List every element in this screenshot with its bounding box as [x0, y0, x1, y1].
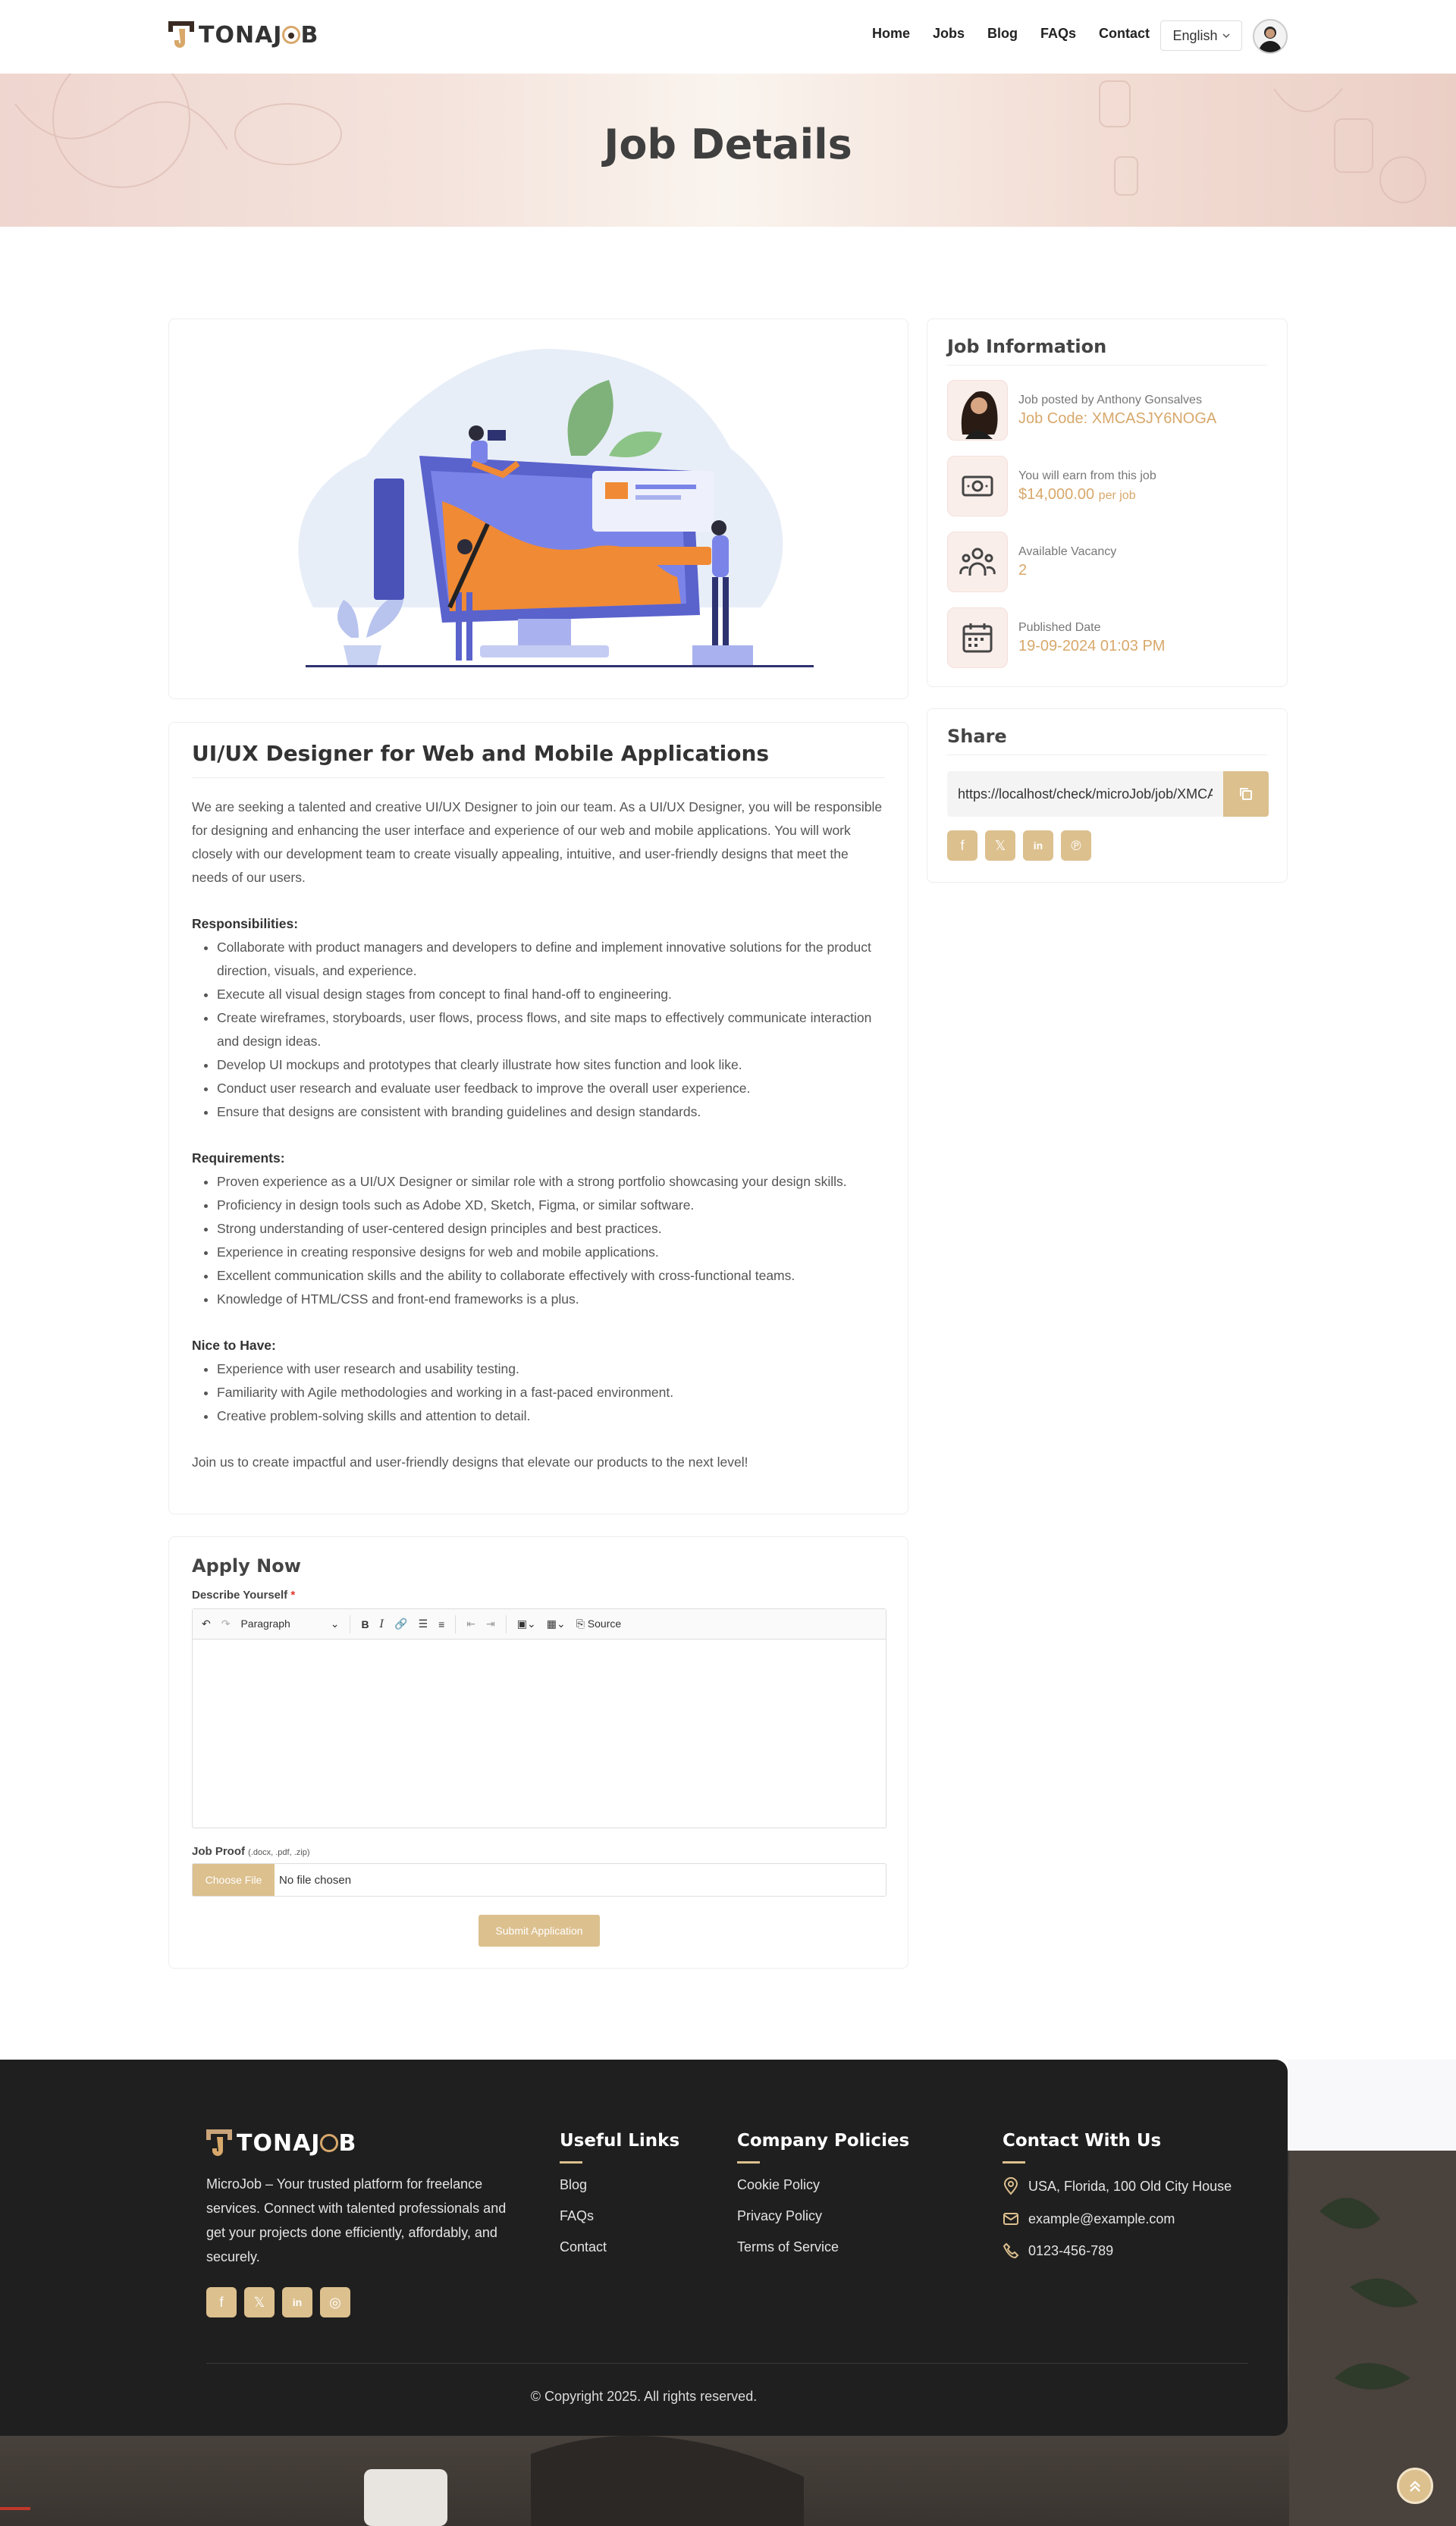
list-item: • Proficiency in design tools such as Adobe XD, Sketch, Figma, or similar software.	[217, 1194, 886, 1217]
useful-links-title: Useful Links	[560, 2131, 680, 2151]
scroll-to-top-button[interactable]	[1397, 2468, 1433, 2504]
job-proof-label: Job Proof (.docx, .pdf, .zip)	[192, 1845, 310, 1858]
logo-text: TONAJ B	[199, 21, 319, 49]
bold-icon[interactable]: B	[361, 1618, 369, 1630]
list-item: • Experience with user research and usability testing.	[217, 1357, 886, 1381]
job-information-card	[927, 318, 1288, 687]
list-item: • Develop UI mockups and prototypes that clearly illustrate how sites function and look like.	[217, 1053, 886, 1077]
list-item: • Execute all visual design stages from concept to final hand-off to engineering.	[217, 983, 886, 1006]
published-value: 19-09-2024 01:03 PM	[1018, 637, 1166, 654]
contact-phone[interactable]: 0123-456-789	[1003, 2242, 1232, 2259]
paragraph-select[interactable]: Paragraph ⌄	[240, 1618, 340, 1630]
list-item: • Strong understanding of user-centered design principles and best practices.	[217, 1217, 886, 1241]
users-icon	[959, 545, 996, 579]
calendar-icon	[961, 621, 994, 654]
footer-link-contact[interactable]: Contact	[560, 2239, 607, 2255]
job-code: Job Code: XMCASJY6NOGA	[1018, 409, 1217, 427]
rich-text-editor	[192, 1608, 886, 1828]
job-description	[192, 795, 886, 1474]
responsibilities-list	[217, 936, 886, 1124]
footer-link-faqs[interactable]: FAQs	[560, 2208, 595, 2223]
contact-column	[1003, 2131, 1232, 2274]
job-information-title: Job Information	[947, 336, 1107, 357]
requirements-heading: Requirements:	[192, 1150, 285, 1166]
share-url-input[interactable]	[947, 771, 1223, 817]
earn-label: You will earn from this job	[1018, 469, 1156, 482]
copyright-text: © Copyright 2025. All rights reserved.	[530, 2389, 758, 2404]
editor-toolbar	[193, 1609, 886, 1640]
share-url-box	[947, 771, 1269, 817]
user-avatar-icon	[1254, 20, 1286, 52]
footer-link-privacy-policy[interactable]: Privacy Policy	[737, 2208, 823, 2223]
list-item: • Experience in creating responsive designs for web and mobile applications.	[217, 1241, 886, 1264]
copy-url-button[interactable]	[1223, 771, 1269, 817]
share-card	[927, 708, 1288, 883]
job-description-card	[168, 722, 908, 1514]
numbered-list-icon[interactable]: ≡	[438, 1618, 445, 1630]
nav-blog[interactable]: Blog	[987, 26, 1018, 41]
location-pin-icon	[1003, 2177, 1019, 2195]
apply-title: Apply Now	[192, 1555, 301, 1577]
logo-o-icon	[320, 2134, 338, 2152]
nice-to-have-heading: Nice to Have:	[192, 1338, 276, 1353]
list-item: • Proven experience as a UI/UX Designer or similar role with a strong portfolio showcasing your design skills.	[217, 1170, 886, 1194]
redo-icon[interactable]: ↷	[221, 1618, 231, 1630]
earn-value: $14,000.00 per job	[1018, 485, 1136, 503]
facebook-link[interactable]	[206, 2287, 237, 2317]
job-closing: Join us to create impactful and user-friendly designs that elevate our products to the next level!	[192, 1454, 748, 1470]
list-item: • Collaborate with product managers and developers to define and implement innovative solutions for the product direction, visuals, and experience.	[217, 936, 886, 983]
facebook-icon: f	[219, 2294, 224, 2310]
instagram-link[interactable]	[320, 2287, 350, 2317]
bullet-list-icon[interactable]: ☰	[418, 1618, 428, 1630]
nav-faqs[interactable]: FAQs	[1040, 26, 1077, 41]
page-title: Job Details	[604, 121, 852, 168]
linkedin-link[interactable]	[282, 2287, 312, 2317]
job-illustration-icon	[169, 319, 908, 698]
linkedin-icon: in	[1033, 839, 1043, 852]
poster-avatar-icon	[955, 381, 1000, 439]
footer-logo[interactable]	[206, 2128, 356, 2158]
list-item: • Conduct user research and evaluate user feedback to improve the overall user experience.	[217, 1077, 886, 1100]
job-image-card	[168, 318, 908, 699]
undo-icon[interactable]: ↶	[202, 1618, 211, 1630]
main-nav	[872, 26, 1172, 42]
poster-avatar	[947, 380, 1008, 441]
nav-jobs[interactable]: Jobs	[933, 26, 965, 41]
top-navbar	[0, 0, 1456, 74]
company-policies-column	[737, 2131, 909, 2270]
footer-link-blog[interactable]: Blog	[560, 2177, 588, 2192]
table-icon[interactable]: ▦⌄	[546, 1618, 566, 1630]
contact-title: Contact With Us	[1003, 2131, 1162, 2151]
facebook-icon: f	[960, 837, 965, 853]
footer-link-cookie-policy[interactable]: Cookie Policy	[737, 2177, 821, 2192]
indent-icon[interactable]: ⇥	[486, 1618, 495, 1630]
footer-about: MicroJob – Your trusted platform for freelance services. Connect with talented professionals and get your projects done efficiently, affordably, and securely.	[206, 2176, 507, 2264]
footer-logo-text: TONAJ B	[237, 2129, 357, 2157]
italic-icon[interactable]: I	[379, 1618, 384, 1630]
company-policies-title: Company Policies	[737, 2131, 910, 2151]
posted-by-text: Job posted by Anthony Gonsalves	[1018, 393, 1202, 406]
contact-address: USA, Florida, 100 Old City House	[1003, 2177, 1232, 2195]
title-divider	[192, 777, 885, 778]
linkedin-share-button[interactable]	[1023, 830, 1053, 861]
link-icon[interactable]: 🔗	[394, 1618, 408, 1630]
earning-row	[947, 456, 1156, 516]
chevron-down-icon: ⌄	[330, 1618, 340, 1630]
logo-mark-icon	[168, 20, 194, 50]
outdent-icon[interactable]: ⇤	[466, 1618, 476, 1630]
list-item: • Create wireframes, storyboards, user flows, process flows, and site maps to effectively communicate interaction and design ideas.	[217, 1006, 886, 1053]
double-chevron-up-icon	[1407, 2477, 1423, 2494]
job-title: UI/UX Designer for Web and Mobile Applications	[192, 741, 770, 766]
apply-card	[168, 1536, 908, 1969]
phone-icon	[1003, 2242, 1019, 2259]
page-hero	[0, 74, 1456, 227]
linkedin-icon: in	[292, 2296, 303, 2308]
pinterest-share-button[interactable]	[1061, 830, 1091, 861]
published-label: Published Date	[1018, 620, 1101, 634]
nav-home[interactable]: Home	[872, 26, 911, 41]
nice-to-have-list	[217, 1357, 886, 1428]
submit-application-button[interactable]: Submit Application	[479, 1915, 600, 1947]
choose-file-button[interactable]: Choose File	[193, 1864, 275, 1896]
site-footer	[0, 2060, 1288, 2436]
x-icon: 𝕏	[253, 2294, 265, 2310]
image-icon[interactable]: ▣⌄	[516, 1618, 536, 1630]
logo-mark-icon	[206, 2128, 232, 2158]
posted-by-row	[947, 380, 1216, 441]
user-avatar[interactable]	[1253, 19, 1288, 54]
list-item: • Familiarity with Agile methodologies and working in a fast-paced environment.	[217, 1381, 886, 1404]
vacancy-row	[947, 532, 1116, 592]
vacancy-value: 2	[1018, 561, 1028, 579]
money-icon	[961, 469, 994, 503]
facebook-share-button[interactable]	[947, 830, 977, 861]
contact-email[interactable]: example@example.com	[1003, 2211, 1232, 2227]
list-item: • Excellent communication skills and the ability to collaborate effectively with cross-functional teams.	[217, 1264, 886, 1288]
language-value: English	[1172, 27, 1218, 43]
x-share-button[interactable]	[985, 830, 1015, 861]
instagram-icon: ◎	[329, 2294, 341, 2310]
pinterest-icon: ℗	[1071, 837, 1081, 853]
describe-label: Describe Yourself *	[192, 1589, 296, 1602]
source-button[interactable]: ⎘ Source	[576, 1618, 622, 1630]
nav-contact[interactable]: Contact	[1099, 26, 1150, 41]
site-logo[interactable]	[168, 20, 318, 50]
job-proof-file-input[interactable]	[192, 1863, 886, 1897]
list-item: • Creative problem-solving skills and attention to detail.	[217, 1404, 886, 1428]
list-item: • Knowledge of HTML/CSS and front-end frameworks is a plus.	[217, 1288, 886, 1311]
x-link[interactable]	[244, 2287, 275, 2317]
no-file-text: No file chosen	[279, 1873, 352, 1887]
mail-icon	[1003, 2211, 1019, 2227]
vacancy-label: Available Vacancy	[1018, 544, 1117, 558]
logo-o-icon	[282, 26, 300, 44]
job-intro: We are seeking a talented and creative UI/UX Designer to join our team. As a UI/UX Designer, you will be responsible for designing and enhancing the user interface and experience of our web and mobile applications. You will work closely with our development team to create visually appealing, intuitive, and user-friendly designs that meet the needs of our users.	[192, 799, 883, 885]
responsibilities-heading: Responsibilities:	[192, 916, 299, 931]
published-row	[947, 607, 1165, 668]
x-icon: 𝕏	[994, 837, 1006, 853]
useful-links-column	[560, 2131, 679, 2270]
copy-icon	[1238, 786, 1254, 802]
footer-link-terms[interactable]: Terms of Service	[737, 2239, 839, 2255]
chevron-down-icon	[1222, 33, 1230, 39]
share-title: Share	[947, 726, 1007, 747]
requirements-list	[217, 1170, 886, 1311]
list-item: • Ensure that designs are consistent with branding guidelines and design standards.	[217, 1100, 886, 1124]
footer-social-row	[206, 2287, 350, 2317]
language-select[interactable]	[1160, 20, 1242, 51]
share-social-row	[947, 830, 1091, 861]
